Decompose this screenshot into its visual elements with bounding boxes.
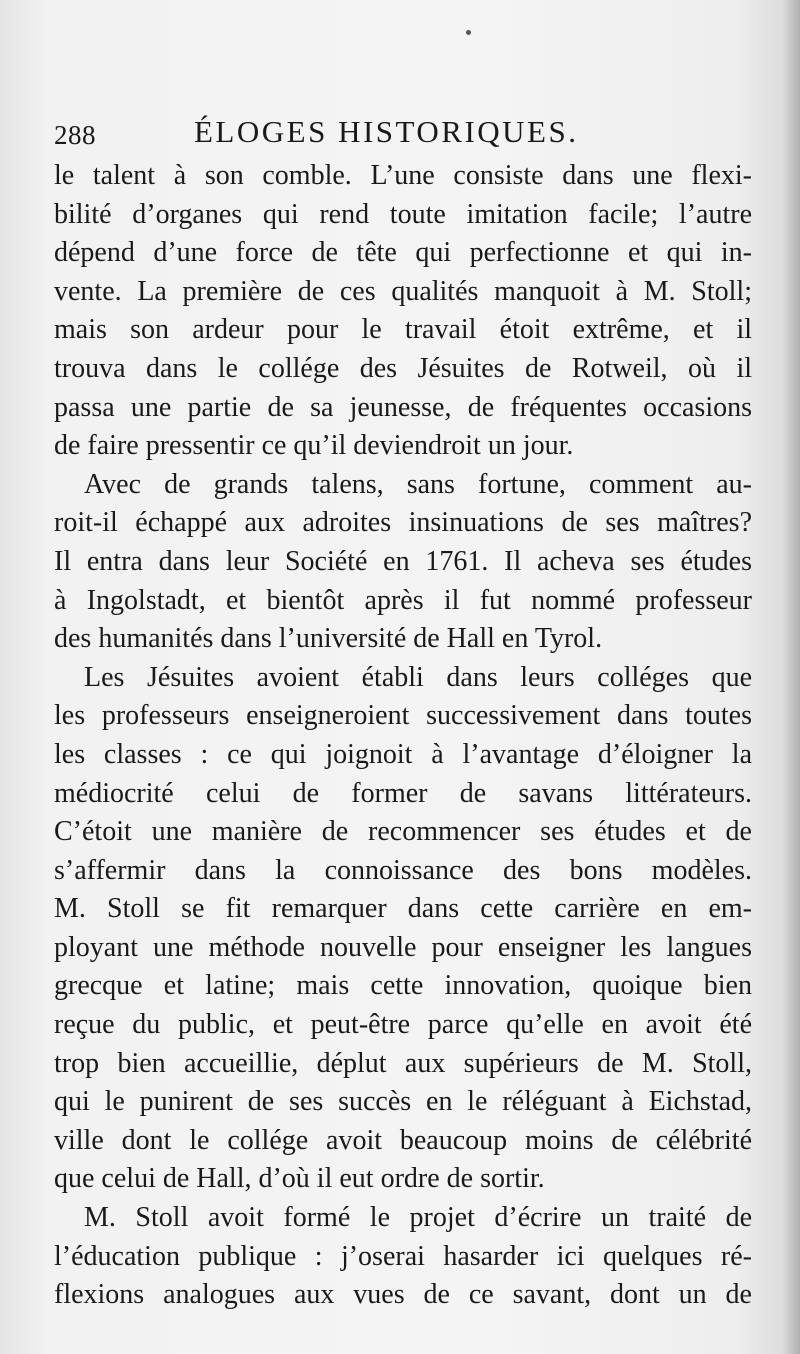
text-line: Avec de grands talens, sans fortune, comment au- [84,468,752,500]
text-line: Il entra dans leur Société en 1761. Il acheva ses études [54,545,752,577]
text-line: les professeurs enseigneroient successivement dans toutes [54,700,752,732]
text-line: vente. La première de ces qualités manquoit à M. Stoll; [54,275,752,307]
text-line: l’éducation publique : j’oserai hasarder ici quelques ré- [54,1240,752,1272]
text-line: grecque et latine; mais cette innovation, quoique bien [54,970,752,1002]
text-line: reçue du public, et peut-être parce qu’elle en avoit été [54,1009,752,1041]
ink-speck [466,30,471,35]
page-number: 288 [54,120,96,150]
text-line: bilité d’organes qui rend toute imitation facile; l’autre [54,198,752,230]
text-line: à Ingolstadt, et bientôt après il fut nommé professeur [54,584,752,616]
text-line: s’affermir dans la connoissance des bons modèles. [54,854,752,886]
text-line: ville dont le collége avoit beaucoup moins de célébrité [54,1124,752,1156]
text-line: trop bien accueillie, déplut aux supérieurs de M. Stoll, [54,1047,752,1079]
text-line: Les Jésuites avoient établi dans leurs colléges que [84,661,752,693]
page-header [54,112,754,156]
text-line: passa une partie de sa jeunesse, de fréquentes occasions [54,391,752,423]
text-line: ployant une méthode nouvelle pour enseigner les langues [54,931,752,963]
text-line: flexions analogues aux vues de ce savant, dont un de [54,1279,752,1311]
text-line: les classes : ce qui joignoit à l’avantage d’éloigner la [54,738,752,770]
text-line: roit-il échappé aux adroites insinuations de ses maîtres? [54,507,752,539]
text-line: médiocrité celui de former de savans littérateurs. [54,777,752,809]
running-title: ÉLOGES HISTORIQUES. [194,114,579,149]
text-line: qui le punirent de ses succès en le réléguant à Eichstad, [54,1086,752,1118]
spine-shadow [782,0,800,1354]
text-line: M. Stoll avoit formé le projet d’écrire un traité de [84,1202,752,1234]
text-line: des humanités dans l’université de Hall en Tyrol. [54,623,603,655]
body-text [54,157,752,1315]
text-line: dépend d’une force de tête qui perfectionne et qui in- [54,237,752,269]
text-line: C’étoit une manière de recommencer ses études et de [54,816,752,848]
text-line: le talent à son comble. L’une consiste dans une flexi- [54,160,752,191]
text-line: de faire pressentir ce qu’il deviendroit un jour. [54,430,574,462]
text-line: mais son ardeur pour le travail étoit extrême, et il [54,314,752,346]
text-line: trouva dans le collége des Jésuites de Rotweil, où il [54,352,752,384]
text-line: M. Stoll se fit remarquer dans cette carrière en em- [54,893,752,925]
text-line: que celui de Hall, d’où il eut ordre de sortir. [54,1163,545,1195]
